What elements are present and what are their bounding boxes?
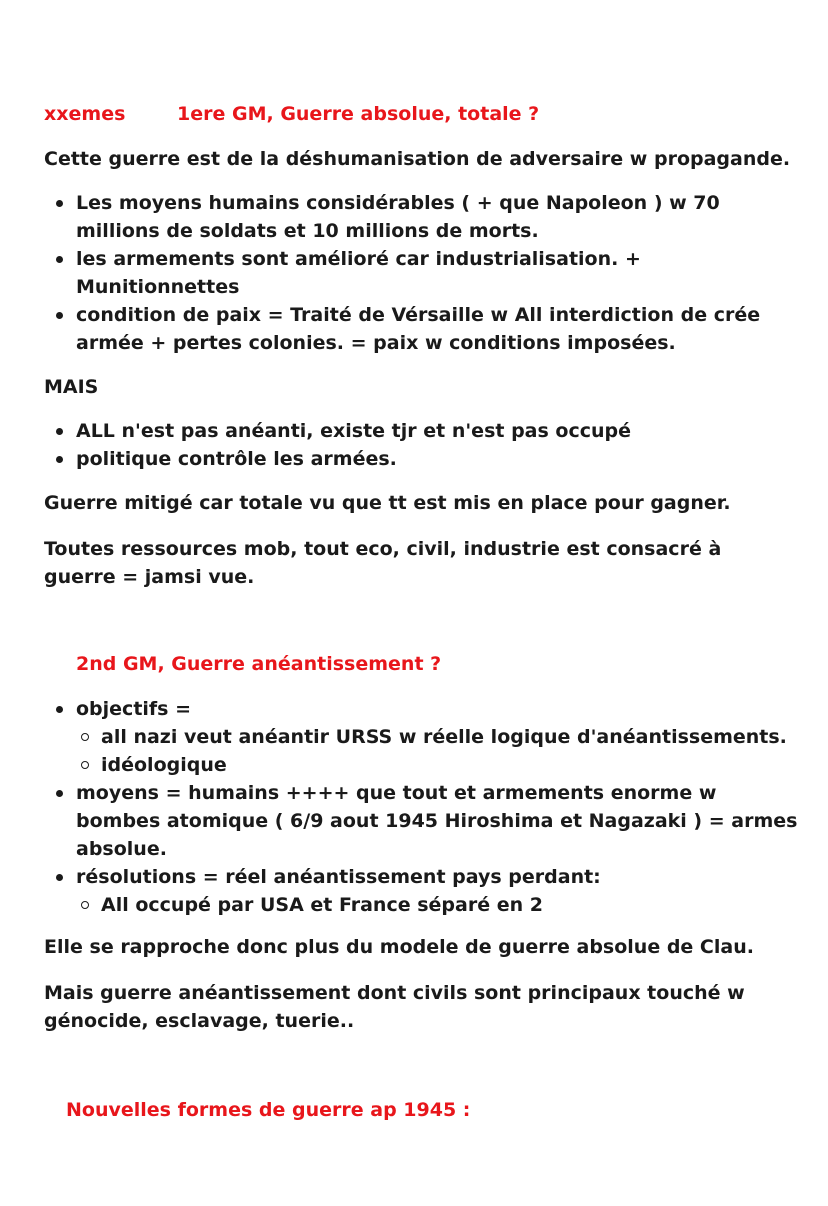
list-item — [44, 863, 804, 919]
list-item: condition de paix = Traité de Vérsaille w All interdiction de crée armée + pertes colonies. = paix w conditions imposées. — [44, 301, 804, 357]
section2-conclusion-2: Mais guerre anéantissement dont civils sont principaux touché w génocide, esclavage, tuerie.. — [44, 982, 745, 1032]
section1-bullet-list — [44, 189, 804, 357]
section2-bullet-list — [44, 695, 804, 919]
section3-title: Nouvelles formes de guerre ap 1945 : — [66, 1099, 471, 1121]
list-item: politique contrôle les armées. — [44, 445, 804, 473]
sub-list-item: idéologique — [76, 751, 804, 779]
list-item: ALL n'est pas anéanti, existe tjr et n'est pas occupé — [44, 417, 804, 445]
list-item: Les moyens humains considérables ( + que Napoleon ) w 70 millions de soldats et 10 millions de morts. — [44, 189, 804, 245]
section1-intro: Cette guerre est de la déshumanisation de adversaire w propagande. — [44, 148, 791, 170]
list-item — [44, 695, 804, 779]
mais-label: MAIS — [44, 376, 99, 398]
section1-title: 1ere GM, Guerre absolue, totale ? — [177, 103, 540, 125]
section2-title: 2nd GM, Guerre anéantissement ? — [76, 653, 442, 675]
sub-list-item: all nazi veut anéantir URSS w réelle logique d'anéantissements. — [76, 723, 804, 751]
list-item-text: résolutions = réel anéantissement pays perdant: — [76, 866, 601, 888]
section2-conclusion-1: Elle se rapproche donc plus du modele de guerre absolue de Clau. — [44, 936, 754, 958]
section1-conclusion-1: Guerre mitigé car totale vu que tt est mis en place pour gagner. — [44, 492, 731, 514]
section-label: xxemes — [44, 103, 126, 125]
list-item — [44, 779, 804, 863]
section1-conclusion-2: Toutes ressources mob, tout eco, civil, industrie est consacré à guerre = jamsi vue. — [44, 538, 722, 588]
list-item-text: objectifs = — [76, 698, 192, 720]
list-item: les armements sont amélioré car industrialisation. + Munitionnettes — [44, 245, 804, 301]
sub-bullet-list — [76, 723, 804, 779]
sub-bullet-list — [76, 891, 804, 919]
mais-bullet-list — [44, 417, 804, 473]
list-item-text: moyens = humains ++++ que tout et armements enorme w bombes atomique ( 6/9 aout 1945 Hiroshima et Nagazaki ) = armes absolue. — [76, 782, 798, 860]
sub-list-item: All occupé par USA et France séparé en 2 — [76, 891, 804, 919]
